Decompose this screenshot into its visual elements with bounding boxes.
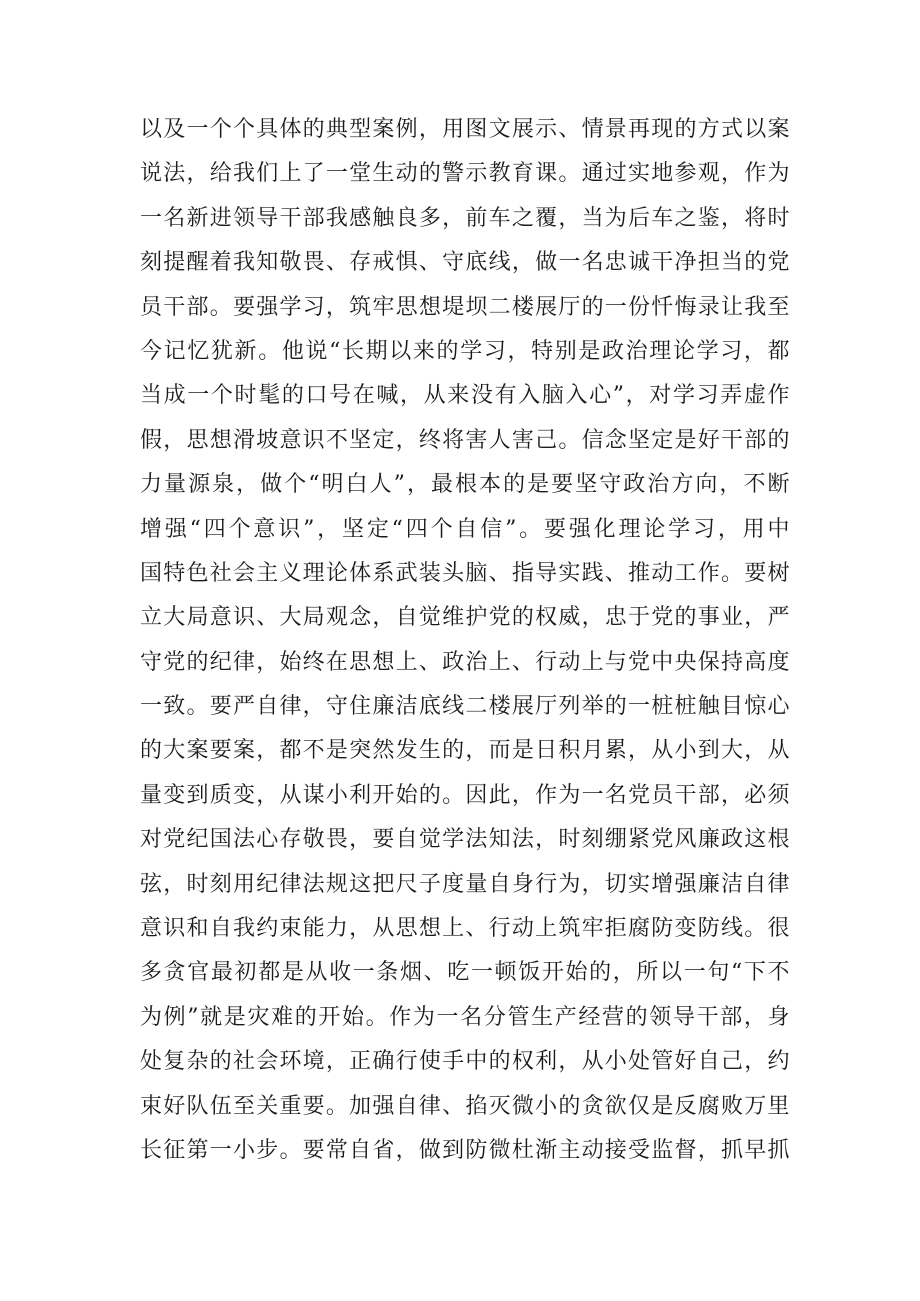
text-line: 为例”就是灾难的开始。作为一名分管生产经营的领导干部，身 — [140, 1004, 790, 1030]
text-line: 员干部。要强学习，筑牢思想堤坝二楼展厅的一份忏悔录让我至 — [140, 294, 790, 320]
text-line: 意识和自我约束能力，从思想上、行动上筑牢拒腐防变防线。很 — [140, 916, 790, 942]
text-line: 力量源泉，做个“明白人”，最根本的是要坚守政治方向，不断 — [140, 472, 790, 498]
body-paragraph — [140, 108, 790, 1173]
text-line: 说法，给我们上了一堂生动的警示教育课。通过实地参观，作为 — [140, 161, 790, 187]
text-line: 以及一个个具体的典型案例，用图文展示、情景再现的方式以案 — [140, 117, 790, 142]
text-line: 一致。要严自律，守住廉洁底线二楼展厅列举的一桩桩触目惊心 — [140, 694, 790, 720]
text-line: 守党的纪律，始终在思想上、政治上、行动上与党中央保持高度 — [140, 649, 790, 675]
text-line: 多贪官最初都是从收一条烟、吃一顿饭开始的，所以一句“下不 — [140, 960, 790, 986]
text-line: 一名新进领导干部我感触良多，前车之覆，当为后车之鉴，将时 — [140, 205, 790, 231]
text-line: 量变到质变，从谋小利开始的。因此，作为一名党员干部，必须 — [140, 782, 790, 808]
text-line: 假，思想滑坡意识不坚定，终将害人害己。信念坚定是好干部的 — [140, 427, 790, 453]
text-line: 增强“四个意识”，坚定“四个自信”。要强化理论学习，用中 — [140, 516, 790, 542]
text-line: 束好队伍至关重要。加强自律、掐灭微小的贪欲仅是反腐败万里 — [140, 1093, 790, 1119]
text-line: 当成一个时髦的口号在喊，从来没有入脑入心”，对学习弄虚作 — [140, 383, 790, 409]
text-line: 长征第一小步。要常自省，做到防微杜渐主动接受监督，抓早抓 — [140, 1137, 790, 1163]
text-line: 弦，时刻用纪律法规这把尺子度量自身行为，切实增强廉洁自律 — [140, 871, 790, 897]
text-line: 国特色社会主义理论体系武装头脑、指导实践、推动工作。要树 — [140, 560, 790, 586]
text-line: 的大案要案，都不是突然发生的，而是日积月累，从小到大，从 — [140, 738, 790, 764]
text-line: 处复杂的社会环境，正确行使手中的权利，从小处管好自己，约 — [140, 1049, 790, 1075]
text-line: 对党纪国法心存敬畏，要自觉学法知法，时刻绷紧党风廉政这根 — [140, 827, 790, 853]
text-line: 立大局意识、大局观念，自觉维护党的权威，忠于党的事业，严 — [140, 605, 790, 631]
text-line: 刻提醒着我知敬畏、存戒惧、守底线，做一名忠诚干净担当的党 — [140, 250, 790, 276]
text-line: 今记忆犹新。他说“长期以来的学习，特别是政治理论学习，都 — [140, 338, 790, 364]
